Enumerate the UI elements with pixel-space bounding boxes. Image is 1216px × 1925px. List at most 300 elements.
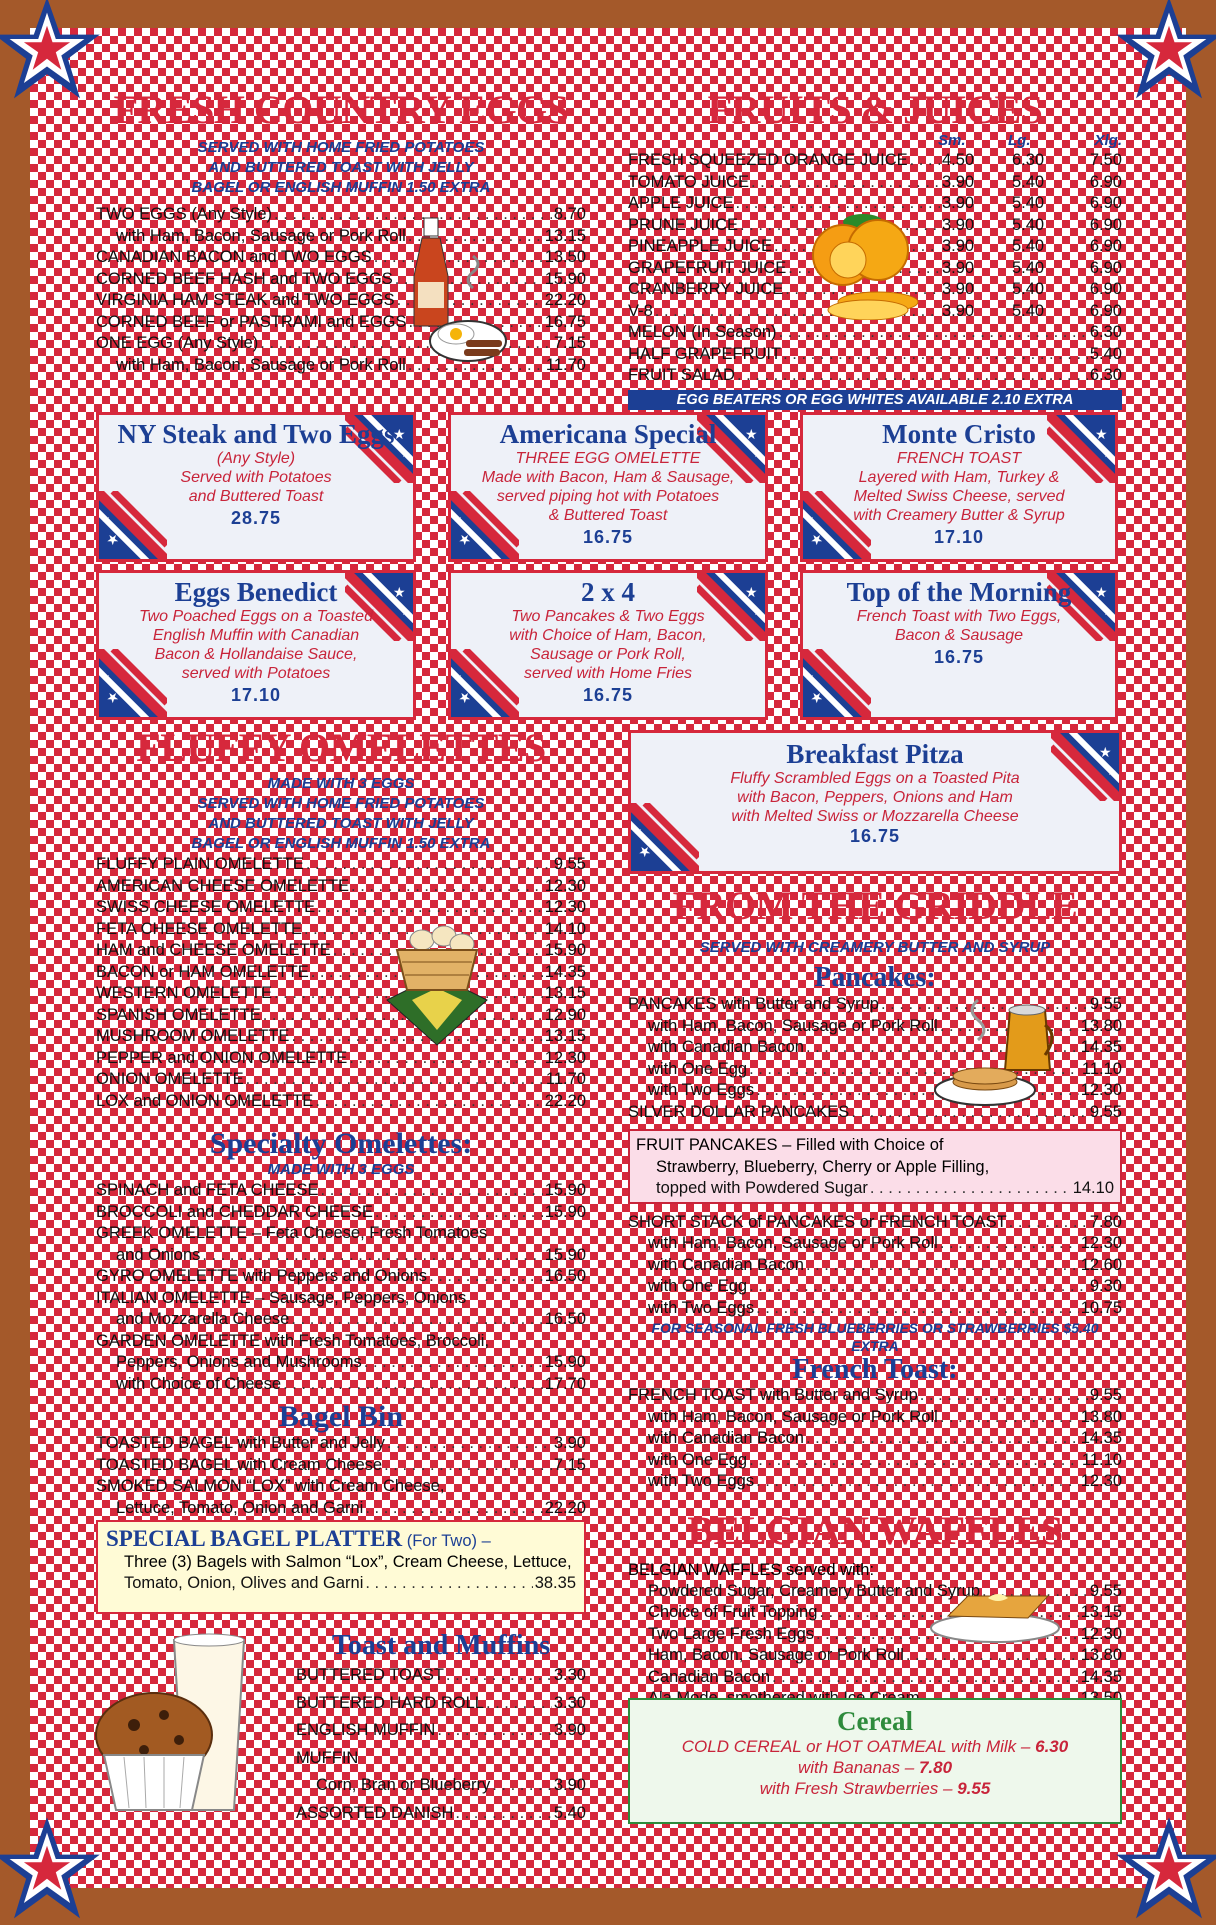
svg-text:★: ★ <box>102 672 111 683</box>
menu-item-price: 11.70 <box>545 1070 586 1088</box>
menu-item-price: 11.10 <box>1081 1059 1122 1078</box>
menu-item-row <box>96 1455 586 1477</box>
platter-price: 38.35 <box>534 1574 576 1592</box>
menu-item-price: 12.30 <box>1080 1081 1122 1099</box>
svg-text:★: ★ <box>454 672 463 683</box>
menu-item-price: 11.70 <box>545 355 586 374</box>
special-price: 17.10 <box>933 527 985 547</box>
pizza-desc: Fluffy Scrambled Eggs on a Toasted Pita <box>730 770 1020 787</box>
pizza-price: 16.75 <box>849 826 901 846</box>
menu-item-row <box>628 1385 1122 1407</box>
svg-text:★: ★ <box>1107 767 1116 778</box>
menu-item-name: HAM and CHEESE OMELETTE <box>96 941 331 959</box>
menu-item-name: with Ham, Bacon, Sausage or Pork Roll <box>648 1234 938 1252</box>
svg-text:★: ★ <box>1103 607 1112 618</box>
menu-item-price: 12.30 <box>1080 1234 1122 1252</box>
menu-item-name: and Onions <box>116 1245 201 1264</box>
leader-dots <box>364 1352 543 1374</box>
menu-item-name: MELON (In Season) <box>628 323 777 341</box>
menu-item-price: 14.35 <box>1080 1038 1122 1056</box>
juice-price-xlg: 6.90 <box>1089 215 1122 234</box>
eggs-list <box>96 204 586 376</box>
menu-item-row <box>96 897 586 919</box>
menu-item-row <box>96 226 586 248</box>
menu-item-price: 9.55 <box>1089 1581 1122 1600</box>
menu-item-row <box>96 290 586 312</box>
special-desc: (Any Style) <box>216 450 296 467</box>
menu-item-price: 6.30 <box>1089 323 1122 341</box>
menu-item-name: with Ham, Bacon, Sausage or Pork Roll <box>648 1016 938 1035</box>
menu-item-price: 6.30 <box>1089 366 1122 384</box>
menu-item-name: Ham, Bacon, Sausage or Pork Roll <box>648 1646 904 1664</box>
menu-item-name: CANADIAN BACON and TWO EGGS <box>96 248 372 266</box>
menu-item-price: 13.15 <box>544 1027 586 1045</box>
juice-price-lg: 6.30 <box>1012 151 1045 169</box>
special-price: 16.75 <box>933 647 985 667</box>
menu-item-price: 12.90 <box>544 1005 586 1024</box>
star-icon <box>1114 0 1216 105</box>
menu-item-price: 8.70 <box>553 205 586 223</box>
juice-price-xlg: 6.90 <box>1089 237 1122 255</box>
menu-item-name: SPANISH OMELETTE <box>96 1005 261 1024</box>
menu-item-row <box>96 247 586 269</box>
menu-item-name: with Two Eggs <box>648 1472 755 1490</box>
cereal-price: 6.30 <box>1035 1737 1069 1756</box>
menu-item-row <box>96 1180 586 1202</box>
menu-item-name: Powdered Sugar, Creamery Butter and Syrup <box>648 1581 981 1600</box>
waffle-icon <box>928 1586 1063 1646</box>
pancakes-title: Pancakes: <box>814 962 936 993</box>
special-desc: Two Poached Eggs on a Toasted <box>139 608 373 625</box>
menu-item-row <box>96 1331 586 1353</box>
star-icon <box>0 0 102 105</box>
juice-name: PRUNE JUICE <box>628 215 739 234</box>
juice-price-xlg: 6.90 <box>1089 172 1122 191</box>
menu-item-name: ITALIAN OMELETTE – Sausage, Peppers, Onions <box>96 1288 467 1307</box>
fruits-title: FRUITS & JUICES <box>707 87 1043 132</box>
special-title: Top of the Morning <box>846 577 1072 607</box>
leader-dots <box>783 344 1088 366</box>
menu-item-price: 15.90 <box>544 1202 586 1221</box>
fruit-pancakes-line: topped with Powdered Sugar <box>656 1179 868 1197</box>
menu-item-name: Peppers, Onions and Mushrooms <box>116 1353 362 1371</box>
menu-item-name: Choice of Fruit Topping <box>648 1603 818 1621</box>
menu-item-name: BUTTERED HARD ROLL <box>296 1693 484 1712</box>
menu-item-name: Two Large Fresh Eggs <box>648 1624 814 1643</box>
leader-dots <box>365 1498 542 1520</box>
eggs-basket-icon <box>372 920 502 1050</box>
juice-price-sm: 3.90 <box>942 237 975 255</box>
cereal-price: 9.55 <box>957 1779 991 1798</box>
fruit-pancakes-box <box>628 1129 1122 1204</box>
special-desc: Two Pancakes & Two Eggs <box>511 608 705 625</box>
eggs-sub: BAGEL OR ENGLISH MUFFIN 1.50 EXTRA <box>191 179 491 196</box>
menu-item-name: with One Egg <box>648 1277 748 1295</box>
menu-item-price: 11.10 <box>1081 1450 1122 1469</box>
cereal-line: with Fresh Strawberries – <box>759 1779 953 1798</box>
menu-item-price: 3.90 <box>553 1776 586 1794</box>
svg-text:★: ★ <box>810 690 823 706</box>
cereal-title: Cereal <box>837 1706 913 1736</box>
special-desc: Layered with Ham, Turkey & <box>858 469 1060 486</box>
menu-item-name: HALF GRAPEFRUIT <box>628 344 782 363</box>
menu-item-row <box>96 1266 586 1288</box>
juice-price-xlg: 6.90 <box>1089 280 1122 298</box>
syrup-and-pancakes-icon <box>930 990 1060 1110</box>
menu-item-row <box>96 1069 586 1091</box>
specialty-list <box>96 1180 586 1395</box>
juice-name: APPLE JUICE <box>628 194 734 212</box>
special-desc: Made with Bacon, Ham & Sausage, <box>481 469 735 486</box>
svg-text:★: ★ <box>401 607 410 618</box>
menu-item-row <box>96 312 586 334</box>
leader-dots <box>246 1069 544 1091</box>
menu-item-row <box>96 1352 586 1374</box>
menu-item-price: 14.10 <box>544 919 586 938</box>
menu-item-price: 7.15 <box>553 1455 586 1474</box>
menu-item-price: 14.35 <box>1080 1429 1122 1447</box>
menu-item-price: 13.15 <box>1080 1603 1122 1621</box>
menu-item-row <box>96 204 586 226</box>
menu-item-row <box>96 876 586 898</box>
menu-item-price: 5.40 <box>1089 344 1122 363</box>
menu-item-row <box>628 1645 1122 1667</box>
juice-price-xlg: 6.90 <box>1089 258 1122 277</box>
leader-dots <box>940 1407 1079 1429</box>
star-icon <box>1114 1815 1216 1925</box>
platter-subtitle: (For Two) – <box>406 1532 491 1550</box>
svg-text:★: ★ <box>1103 449 1112 460</box>
special-box <box>800 570 1118 720</box>
leader-dots <box>321 1180 543 1202</box>
menu-item-price: 16.50 <box>544 1267 586 1285</box>
menu-item-price: 15.90 <box>544 941 586 959</box>
menu-item-row <box>296 1772 586 1800</box>
leader-dots <box>384 1455 552 1477</box>
platter-desc: Tomato, Onion, Olives and Garni <box>124 1574 364 1592</box>
menu-item-price: 17.70 <box>544 1374 586 1393</box>
pizza-desc: with Melted Swiss or Mozzarella Cheese <box>731 808 1019 825</box>
menu-item-row <box>628 1450 1122 1472</box>
french-toast-title: French Toast: <box>792 1354 958 1385</box>
toast-list <box>296 1662 586 1827</box>
svg-text:★: ★ <box>806 672 815 683</box>
leader-dots <box>260 333 552 355</box>
leader-dots <box>806 1428 1079 1450</box>
svg-text:★: ★ <box>753 449 762 460</box>
menu-item-row <box>96 1026 586 1048</box>
menu-item-row <box>628 1255 1122 1277</box>
menu-item-name: with Two Eggs <box>648 1298 755 1317</box>
menu-item-price: 16.50 <box>544 1310 586 1328</box>
leader-dots <box>306 854 552 876</box>
berries-note: FOR SEASONAL FRESH BLUEBERRIES OR STRAWBERRIES $5.40 EXTRA <box>651 1320 1099 1354</box>
svg-text:★: ★ <box>393 426 406 442</box>
special-title: 2 x 4 <box>581 577 635 607</box>
menu-item-name: FRENCH TOAST with Butter and Syrup <box>628 1386 918 1404</box>
menu-item-row <box>96 1048 586 1070</box>
juice-price-sm: 3.90 <box>942 172 975 191</box>
svg-text:★: ★ <box>745 426 758 442</box>
juice-row <box>628 172 1122 194</box>
omelettes-list <box>96 854 586 1112</box>
svg-text:★: ★ <box>102 514 111 525</box>
pizza-desc: with Bacon, Peppers, Onions and Ham <box>737 789 1013 806</box>
menu-item-price: 14.35 <box>1080 1667 1122 1686</box>
special-desc: Sausage or Pork Roll, <box>530 646 686 663</box>
juice-price-sm: 3.90 <box>942 215 975 234</box>
menu-item-price: 15.90 <box>544 1181 586 1199</box>
menu-item-price: 12.30 <box>1080 1472 1122 1490</box>
fruit-list <box>628 322 1122 387</box>
omelettes-section <box>96 726 586 1519</box>
bagel-list <box>96 1433 586 1519</box>
menu-item-row <box>628 1276 1122 1298</box>
menu-item-price: 3.90 <box>553 1434 586 1452</box>
menu-item-row <box>96 1202 586 1224</box>
menu-item-row <box>96 1433 586 1455</box>
menu-item-price: 9.55 <box>553 855 586 873</box>
leader-dots <box>429 1266 543 1288</box>
leader-dots <box>749 1450 1080 1472</box>
leader-dots <box>756 1471 1079 1493</box>
menu-item-name: with Canadian Bacon <box>648 1429 804 1447</box>
menu-item-name: SILVER DOLLAR PANCAKES <box>628 1102 850 1121</box>
waffles-intro: BELGIAN WAFFLES served with: <box>628 1560 875 1579</box>
menu-item-price: 7.15 <box>553 334 586 352</box>
svg-text:★: ★ <box>401 449 410 460</box>
menu-item-name: BROCCOLI and CHEDDAR CHEESE <box>96 1202 373 1221</box>
menu-item-row <box>96 333 586 355</box>
juice-price-xlg: 7.50 <box>1089 151 1122 169</box>
menu-item-name: TOASTED BAGEL with Cream Cheese <box>96 1455 383 1474</box>
leader-dots <box>437 1717 552 1745</box>
special-title: Americana Special <box>499 419 717 449</box>
menu-item-name: with Two Eggs <box>648 1081 755 1099</box>
svg-text:★: ★ <box>1095 584 1108 600</box>
leader-dots <box>486 1690 552 1718</box>
menu-item-name: ASSORTED DANISH <box>296 1803 454 1822</box>
special-desc: FRENCH TOAST <box>896 450 1022 467</box>
col-lg: Lg. <box>1008 132 1031 149</box>
juice-name: V-8 <box>628 301 653 320</box>
leader-dots <box>737 365 1088 387</box>
leader-dots <box>351 876 543 898</box>
menu-item-price: 14.35 <box>544 962 586 981</box>
menu-item-row <box>628 1667 1122 1689</box>
menu-item-price: 13.50 <box>544 248 586 266</box>
menu-item-price: 9.55 <box>1089 1386 1122 1404</box>
juice-price-lg: 5.40 <box>1012 301 1045 320</box>
leader-dots <box>446 1662 552 1690</box>
menu-item-row <box>628 344 1122 366</box>
special-box <box>96 412 416 562</box>
menu-item-name: BACON or HAM OMELETTE <box>96 962 309 981</box>
menu-item-price: 9.55 <box>1089 1102 1122 1121</box>
menu-item-price: 16.75 <box>544 312 586 331</box>
menu-item-name: FLUFFY PLAIN OMELETTE <box>96 855 304 873</box>
menu-item-name: CORNED BEEF HASH and TWO EGGS <box>96 269 393 288</box>
menu-item-price: 5.40 <box>553 1803 586 1822</box>
col-xlg: Xlg. <box>1094 132 1122 149</box>
menu-item-price: 3.30 <box>553 1666 586 1684</box>
menu-item-row <box>628 1428 1122 1450</box>
menu-item-price: 15.90 <box>544 1353 586 1371</box>
leader-dots <box>291 1309 542 1331</box>
menu-item-name: Canadian Bacon <box>648 1667 771 1686</box>
leader-dots <box>315 1091 542 1113</box>
hot-sauce-and-eggs-icon <box>408 216 508 366</box>
special-desc: served with Home Fries <box>523 665 693 682</box>
special-desc: Bacon & Hollandaise Sauce, <box>154 646 358 663</box>
griddle-title: FROM THE GRIDDLE <box>672 883 1078 928</box>
fruit-pancakes-line: Strawberry, Blueberry, Cherry or Apple Filling, <box>656 1157 990 1176</box>
menu-item-name: Corn, Bran or Blueberry <box>316 1776 491 1794</box>
menu-item-name: with Choice of Cheese <box>116 1374 282 1393</box>
juice-price-xlg: 6.90 <box>1089 301 1122 320</box>
leader-dots <box>492 1772 552 1800</box>
menu-item-price: 13.15 <box>544 984 586 1002</box>
menu-item-row <box>296 1717 586 1745</box>
menu-item-name: WESTERN OMELETTE <box>96 984 273 1002</box>
eggs-section <box>96 88 586 376</box>
leader-dots <box>202 1245 542 1267</box>
menu-item-row <box>628 1298 1122 1320</box>
menu-item-name: SHORT STACK of PANCAKES or FRENCH TOAST <box>628 1212 1007 1231</box>
leader-dots <box>910 150 940 172</box>
svg-text:★: ★ <box>745 584 758 600</box>
juice-price-xlg: 6.90 <box>1089 194 1122 212</box>
svg-text:★: ★ <box>106 532 119 548</box>
leader-dots <box>349 1048 542 1070</box>
menu-item-row <box>628 322 1122 344</box>
leader-dots <box>317 897 543 919</box>
omelettes-sub: MADE WITH 3 EGGS <box>267 775 415 792</box>
menu-item-row <box>96 269 586 291</box>
menu-item-row <box>296 1745 586 1773</box>
menu-item-price: 12.60 <box>1080 1255 1122 1274</box>
juice-price-sm: 3.90 <box>942 280 975 298</box>
juice-price-lg: 5.40 <box>1012 194 1045 212</box>
svg-text:★: ★ <box>753 607 762 618</box>
leader-dots <box>455 1800 551 1828</box>
special-price: 16.75 <box>582 685 634 705</box>
egg-beaters-note: EGG BEATERS OR EGG WHITES AVAILABLE 2.10 EXTRA <box>628 390 1122 410</box>
leader-dots <box>806 1255 1079 1277</box>
special-box <box>448 570 768 720</box>
menu-item-row <box>96 983 586 1005</box>
svg-text:★: ★ <box>106 690 119 706</box>
fruit-pancakes-line: FRUIT PANCAKES – Filled with Choice of <box>636 1136 944 1154</box>
svg-text:★: ★ <box>458 690 471 706</box>
oranges-icon <box>798 210 928 320</box>
leader-dots <box>387 1433 552 1455</box>
menu-item-row <box>96 1091 586 1113</box>
menu-item-row <box>296 1690 586 1718</box>
menu-item-name: with Ham, Bacon, Sausage or Pork Roll <box>116 226 406 245</box>
menu-item-name: PANCAKES with Butter and Syrup <box>628 995 879 1013</box>
menu-item-price: 12.30 <box>544 898 586 916</box>
menu-item-name: TOASTED BAGEL with Butter and Jelly <box>96 1434 385 1452</box>
muffin-and-milk-icon <box>84 1630 284 1815</box>
omelettes-sub: AND BUTTERED TOAST WITH JELLY <box>208 815 474 832</box>
menu-item-name: GREEK OMELETTE – Feta Cheese, Fresh Tomatoes <box>96 1224 488 1242</box>
waffles-title: BELGIAN WAFFLES <box>687 1507 1063 1553</box>
menu-item-name: GYRO OMELETTE with Peppers and Onions <box>96 1267 428 1285</box>
menu-item-price: 22.20 <box>544 1091 586 1110</box>
menu-item-name: Lettuce, Tomato, Onion and Garni <box>116 1498 364 1517</box>
special-desc: served with Potatoes <box>181 665 331 682</box>
svg-text:★: ★ <box>638 844 651 860</box>
juice-price-lg: 5.40 <box>1012 237 1045 255</box>
svg-text:★: ★ <box>634 826 643 837</box>
juice-price-sm: 3.90 <box>942 194 975 212</box>
menu-item-name: with Canadian Bacon <box>648 1038 804 1056</box>
juice-name: CRANBERRY JUICE <box>628 280 784 298</box>
menu-item-row <box>96 1498 586 1520</box>
menu-item-row <box>96 1288 586 1310</box>
special-desc: English Muffin with Canadian <box>152 627 360 644</box>
menu-item-row <box>96 1223 586 1245</box>
leader-dots <box>375 1202 543 1224</box>
menu-item-row <box>96 919 586 941</box>
menu-item-row <box>628 1212 1122 1234</box>
menu-item-name: MUFFIN <box>296 1748 359 1767</box>
special-desc: French Toast with Two Eggs, <box>856 608 1062 625</box>
menu-item-row <box>628 1471 1122 1493</box>
special-desc: Served with Potatoes <box>180 469 332 486</box>
menu-item-name: AMERICAN CHEESE OMELETTE <box>96 876 350 895</box>
juice-name: TOMATO JUICE <box>628 172 750 191</box>
menu-item-name: SPINACH and FETA CHEESE <box>96 1181 319 1199</box>
menu-item-name: with Ham, Bacon, Sausage or Pork Roll <box>116 355 406 374</box>
leader-dots <box>940 1233 1079 1255</box>
menu-item-name: SMOKED SALMON “LOX” with Cream Cheese, <box>96 1477 445 1495</box>
menu-item-price: 13.80 <box>1080 1407 1122 1426</box>
pizza-title: Breakfast Pitza <box>786 739 964 769</box>
omelettes-sub: SERVED WITH HOME FRIED POTATOES <box>197 795 485 812</box>
menu-item-name: TWO EGGS (Any Style) <box>96 205 273 223</box>
menu-item-name: CORNED BEEF or PASTRAMI and EGGS <box>96 312 407 331</box>
juice-name: PINEAPPLE JUICE <box>628 237 772 255</box>
menu-item-price: 22.20 <box>544 291 586 309</box>
menu-item-row <box>96 1476 586 1498</box>
juice-name: FRESH SQUEEZED ORANGE JUICE <box>628 151 908 169</box>
menu-item-row <box>96 355 586 377</box>
special-desc: and Buttered Toast <box>188 488 324 505</box>
french-toast-list <box>628 1385 1122 1493</box>
leader-dots <box>1009 1212 1088 1234</box>
menu-item-name: ONE EGG (Any Style) <box>96 334 259 352</box>
menu-item-row <box>96 1374 586 1396</box>
cereal-box <box>628 1698 1122 1824</box>
menu-item-row <box>96 1245 586 1267</box>
special-desc: & Buttered Toast <box>548 507 668 524</box>
cereal-line: COLD CEREAL or HOT OATMEAL with Milk – <box>681 1737 1031 1756</box>
menu-item-name: FETA CHEESE OMELETTE <box>96 919 302 938</box>
menu-item-price: 22.20 <box>544 1498 586 1517</box>
menu-item-name: LOX and ONION OMELETTE <box>96 1091 314 1110</box>
menu-item-row <box>296 1662 586 1690</box>
juice-price-lg: 5.40 <box>1012 258 1045 277</box>
menu-item-name: and Mozzarella Cheese <box>116 1310 290 1328</box>
star-icon <box>0 1815 102 1925</box>
menu-item-name: BUTTERED TOAST <box>296 1666 444 1684</box>
special-box <box>800 412 1118 562</box>
griddle-sub: SERVED WITH CREAMERY BUTTER AND SYRUP <box>699 939 1051 956</box>
leader-dots <box>906 1645 1079 1667</box>
menu-item-price: 3.90 <box>553 1721 586 1739</box>
